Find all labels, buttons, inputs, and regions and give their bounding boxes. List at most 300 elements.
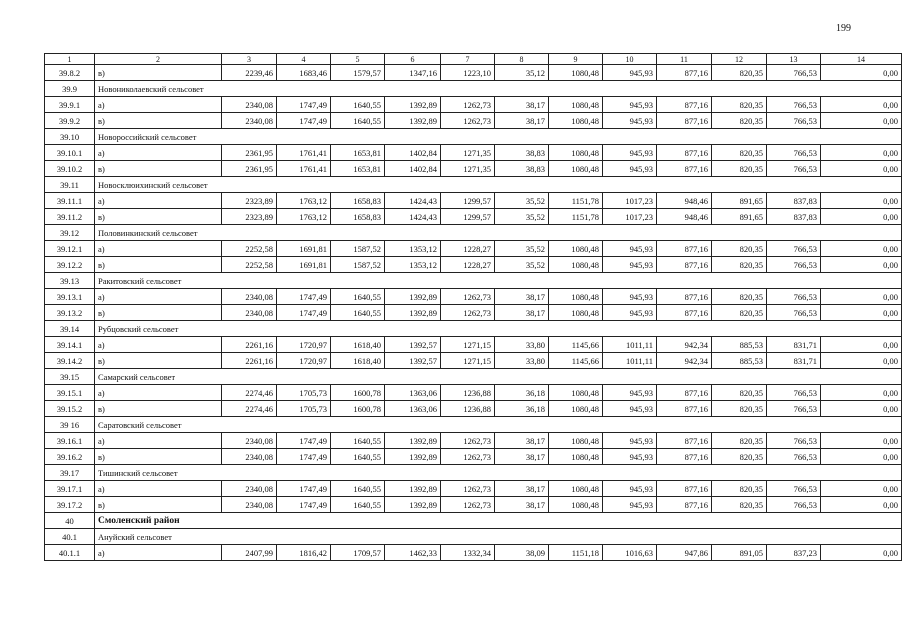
value-cell: 1228,27: [441, 257, 495, 273]
row-label: а): [95, 289, 222, 305]
value-cell: 766,53: [767, 289, 821, 305]
value-cell: 38,09: [495, 545, 549, 561]
value-cell: 1151,78: [549, 193, 603, 209]
value-cell: 1080,48: [549, 433, 603, 449]
value-cell: 1080,48: [549, 289, 603, 305]
value-cell: 1080,48: [549, 161, 603, 177]
value-cell: 877,16: [657, 97, 712, 113]
value-cell: 2340,08: [222, 497, 277, 513]
column-header-9: 9: [549, 54, 603, 65]
value-cell: 1618,40: [331, 337, 385, 353]
value-cell: 948,46: [657, 209, 712, 225]
value-cell: 2252,58: [222, 257, 277, 273]
value-cell: 33,80: [495, 337, 549, 353]
column-header-14: 14: [821, 54, 902, 65]
value-cell: 1640,55: [331, 305, 385, 321]
value-cell: 35,52: [495, 257, 549, 273]
column-header-4: 4: [277, 54, 331, 65]
value-cell: 945,93: [603, 449, 657, 465]
value-cell: 2340,08: [222, 481, 277, 497]
value-cell: 1392,89: [385, 497, 441, 513]
value-cell: 877,16: [657, 401, 712, 417]
value-cell: 1691,81: [277, 241, 331, 257]
row-code: 39.16.1: [45, 433, 95, 449]
value-cell: 1262,73: [441, 113, 495, 129]
value-cell: 0,00: [821, 289, 902, 305]
value-cell: 1016,63: [603, 545, 657, 561]
table-row: [45, 481, 902, 497]
value-cell: 2361,95: [222, 145, 277, 161]
value-cell: 1353,12: [385, 241, 441, 257]
value-cell: 947,86: [657, 545, 712, 561]
value-cell: 1618,40: [331, 353, 385, 369]
value-cell: 1392,89: [385, 97, 441, 113]
value-cell: 831,71: [767, 353, 821, 369]
value-cell: 36,18: [495, 385, 549, 401]
row-label: в): [95, 449, 222, 465]
value-cell: 1080,48: [549, 497, 603, 513]
value-cell: 831,71: [767, 337, 821, 353]
column-header-3: 3: [222, 54, 277, 65]
value-cell: 1262,73: [441, 97, 495, 113]
value-cell: 837,83: [767, 193, 821, 209]
row-code: 39.13.1: [45, 289, 95, 305]
row-code: 39.9.1: [45, 97, 95, 113]
row-code: 39.11.2: [45, 209, 95, 225]
page-number: 199: [836, 23, 851, 34]
value-cell: 1299,57: [441, 209, 495, 225]
table-row: [45, 401, 902, 417]
table-row: [45, 289, 902, 305]
value-cell: 38,17: [495, 449, 549, 465]
value-cell: 837,23: [767, 545, 821, 561]
row-code: 39.14.2: [45, 353, 95, 369]
value-cell: 1080,48: [549, 481, 603, 497]
value-cell: 0,00: [821, 481, 902, 497]
value-cell: 945,93: [603, 497, 657, 513]
value-cell: 877,16: [657, 449, 712, 465]
value-cell: 2261,16: [222, 337, 277, 353]
row-code: 39.15.2: [45, 401, 95, 417]
value-cell: 38,17: [495, 481, 549, 497]
value-cell: 1653,81: [331, 161, 385, 177]
value-cell: 820,35: [712, 65, 767, 81]
table-row: [45, 65, 902, 81]
section-title: Ракитовский сельсовет: [95, 273, 902, 289]
value-cell: 877,16: [657, 289, 712, 305]
value-cell: 820,35: [712, 481, 767, 497]
value-cell: 35,12: [495, 65, 549, 81]
value-cell: 766,53: [767, 481, 821, 497]
value-cell: 1600,78: [331, 385, 385, 401]
value-cell: 885,53: [712, 353, 767, 369]
value-cell: 2340,08: [222, 97, 277, 113]
row-label: в): [95, 161, 222, 177]
value-cell: 0,00: [821, 305, 902, 321]
value-cell: 1080,48: [549, 97, 603, 113]
value-cell: 1747,49: [277, 497, 331, 513]
value-cell: 1640,55: [331, 113, 385, 129]
row-label: а): [95, 545, 222, 561]
value-cell: 1363,06: [385, 385, 441, 401]
row-code: 39.12.2: [45, 257, 95, 273]
value-cell: 820,35: [712, 289, 767, 305]
value-cell: 1080,48: [549, 241, 603, 257]
value-cell: 1424,43: [385, 193, 441, 209]
table-row: [45, 113, 902, 129]
value-cell: 1640,55: [331, 497, 385, 513]
value-cell: 2340,08: [222, 289, 277, 305]
value-cell: 766,53: [767, 161, 821, 177]
value-cell: 35,52: [495, 209, 549, 225]
row-code: 39.10: [45, 129, 95, 145]
row-code: 39.17.2: [45, 497, 95, 513]
value-cell: 1705,73: [277, 401, 331, 417]
value-cell: 1640,55: [331, 97, 385, 113]
row-code: 39 16: [45, 417, 95, 433]
value-cell: 1747,49: [277, 433, 331, 449]
value-cell: 1761,41: [277, 145, 331, 161]
section-title: Новосклюихинский сельсовет: [95, 177, 902, 193]
value-cell: 0,00: [821, 433, 902, 449]
value-cell: 877,16: [657, 145, 712, 161]
value-cell: 766,53: [767, 113, 821, 129]
column-header-2: 2: [95, 54, 222, 65]
value-cell: 1720,97: [277, 337, 331, 353]
value-cell: 891,65: [712, 209, 767, 225]
table-row: [45, 257, 902, 273]
value-cell: 877,16: [657, 241, 712, 257]
value-cell: 1392,89: [385, 433, 441, 449]
value-cell: 35,52: [495, 193, 549, 209]
value-cell: 1816,42: [277, 545, 331, 561]
district-title: Смоленский район: [95, 513, 902, 529]
row-code: 39.14: [45, 321, 95, 337]
value-cell: 766,53: [767, 97, 821, 113]
value-cell: 2340,08: [222, 305, 277, 321]
value-cell: 877,16: [657, 65, 712, 81]
value-cell: 820,35: [712, 449, 767, 465]
row-code: 39.13.2: [45, 305, 95, 321]
value-cell: 35,52: [495, 241, 549, 257]
value-cell: 1747,49: [277, 449, 331, 465]
value-cell: 891,05: [712, 545, 767, 561]
value-cell: 1080,48: [549, 305, 603, 321]
value-cell: 0,00: [821, 241, 902, 257]
table-row: [45, 209, 902, 225]
value-cell: 1587,52: [331, 241, 385, 257]
value-cell: 877,16: [657, 113, 712, 129]
row-code: 40: [45, 513, 95, 529]
row-code: 40.1: [45, 529, 95, 545]
section-title: Самарский сельсовет: [95, 369, 902, 385]
section-title: Новониколаевский сельсовет: [95, 81, 902, 97]
value-cell: 1747,49: [277, 289, 331, 305]
row-label: а): [95, 337, 222, 353]
table-row: [45, 193, 902, 209]
value-cell: 820,35: [712, 145, 767, 161]
value-cell: 1271,35: [441, 145, 495, 161]
row-code: 39.17: [45, 465, 95, 481]
value-cell: 1402,84: [385, 161, 441, 177]
row-code: 39.12.1: [45, 241, 95, 257]
value-cell: 0,00: [821, 97, 902, 113]
row-label: в): [95, 209, 222, 225]
value-cell: 877,16: [657, 305, 712, 321]
value-cell: 1363,06: [385, 401, 441, 417]
value-cell: 1579,57: [331, 65, 385, 81]
row-label: а): [95, 481, 222, 497]
value-cell: 891,65: [712, 193, 767, 209]
value-cell: 0,00: [821, 545, 902, 561]
value-cell: 1262,73: [441, 481, 495, 497]
value-cell: 0,00: [821, 257, 902, 273]
value-cell: 1683,46: [277, 65, 331, 81]
value-cell: 766,53: [767, 65, 821, 81]
section-title: Саратовский сельсовет: [95, 417, 902, 433]
section-row: [45, 81, 902, 97]
row-code: 40.1.1: [45, 545, 95, 561]
value-cell: 820,35: [712, 497, 767, 513]
value-cell: 1017,23: [603, 193, 657, 209]
value-cell: 1347,16: [385, 65, 441, 81]
row-code: 39.11.1: [45, 193, 95, 209]
row-label: а): [95, 145, 222, 161]
section-row: [45, 465, 902, 481]
value-cell: 1587,52: [331, 257, 385, 273]
row-code: 39.15: [45, 369, 95, 385]
row-code: 39.15.1: [45, 385, 95, 401]
value-cell: 1262,73: [441, 449, 495, 465]
row-code: 39.17.1: [45, 481, 95, 497]
value-cell: 38,17: [495, 289, 549, 305]
value-cell: 2407,99: [222, 545, 277, 561]
tariff-table: [44, 53, 902, 561]
value-cell: 1720,97: [277, 353, 331, 369]
value-cell: 1080,48: [549, 65, 603, 81]
column-header-8: 8: [495, 54, 549, 65]
value-cell: 2340,08: [222, 113, 277, 129]
value-cell: 877,16: [657, 161, 712, 177]
value-cell: 877,16: [657, 257, 712, 273]
value-cell: 1011,11: [603, 337, 657, 353]
value-cell: 0,00: [821, 353, 902, 369]
value-cell: 1353,12: [385, 257, 441, 273]
row-code: 39.12: [45, 225, 95, 241]
value-cell: 1402,84: [385, 145, 441, 161]
column-header-5: 5: [331, 54, 385, 65]
value-cell: 1640,55: [331, 449, 385, 465]
value-cell: 2252,58: [222, 241, 277, 257]
row-label: а): [95, 193, 222, 209]
value-cell: 1080,48: [549, 449, 603, 465]
row-label: в): [95, 65, 222, 81]
value-cell: 820,35: [712, 433, 767, 449]
section-title: Новороссийский сельсовет: [95, 129, 902, 145]
value-cell: 0,00: [821, 161, 902, 177]
value-cell: 1747,49: [277, 481, 331, 497]
value-cell: 0,00: [821, 401, 902, 417]
row-label: в): [95, 257, 222, 273]
column-header-1: 1: [45, 54, 95, 65]
row-code: 39.9.2: [45, 113, 95, 129]
value-cell: 2274,46: [222, 401, 277, 417]
section-row: [45, 321, 902, 337]
value-cell: 1640,55: [331, 433, 385, 449]
value-cell: 0,00: [821, 145, 902, 161]
value-cell: 885,53: [712, 337, 767, 353]
value-cell: 1080,48: [549, 257, 603, 273]
value-cell: 1392,57: [385, 337, 441, 353]
value-cell: 948,46: [657, 193, 712, 209]
column-header-12: 12: [712, 54, 767, 65]
value-cell: 942,34: [657, 337, 712, 353]
section-row: [45, 273, 902, 289]
row-label: а): [95, 385, 222, 401]
row-label: в): [95, 113, 222, 129]
table-row: [45, 305, 902, 321]
value-cell: 0,00: [821, 65, 902, 81]
value-cell: 877,16: [657, 433, 712, 449]
value-cell: 1080,48: [549, 113, 603, 129]
value-cell: 2261,16: [222, 353, 277, 369]
value-cell: 0,00: [821, 113, 902, 129]
value-cell: 1691,81: [277, 257, 331, 273]
value-cell: 2361,95: [222, 161, 277, 177]
section-title: Половинкинский сельсовет: [95, 225, 902, 241]
value-cell: 1228,27: [441, 241, 495, 257]
value-cell: 1763,12: [277, 209, 331, 225]
value-cell: 877,16: [657, 497, 712, 513]
value-cell: 820,35: [712, 161, 767, 177]
section-row: [45, 529, 902, 545]
value-cell: 1262,73: [441, 497, 495, 513]
value-cell: 820,35: [712, 401, 767, 417]
section-title: Рубцовский сельсовет: [95, 321, 902, 337]
row-label: в): [95, 401, 222, 417]
section-row: [45, 177, 902, 193]
table-row: [45, 385, 902, 401]
value-cell: 1262,73: [441, 289, 495, 305]
row-code: 39.13: [45, 273, 95, 289]
value-cell: 38,17: [495, 113, 549, 129]
section-row: [45, 417, 902, 433]
section-title: Ануйский сельсовет: [95, 529, 902, 545]
row-label: а): [95, 241, 222, 257]
value-cell: 0,00: [821, 385, 902, 401]
value-cell: 1658,83: [331, 193, 385, 209]
value-cell: 1761,41: [277, 161, 331, 177]
table-row: [45, 449, 902, 465]
value-cell: 1145,66: [549, 337, 603, 353]
row-code: 39.11: [45, 177, 95, 193]
value-cell: 0,00: [821, 193, 902, 209]
value-cell: 820,35: [712, 97, 767, 113]
value-cell: 837,83: [767, 209, 821, 225]
value-cell: 945,93: [603, 401, 657, 417]
value-cell: 1151,18: [549, 545, 603, 561]
table-row: [45, 161, 902, 177]
column-header-11: 11: [657, 54, 712, 65]
column-header-7: 7: [441, 54, 495, 65]
row-label: а): [95, 433, 222, 449]
district-row: [45, 513, 902, 529]
value-cell: 1271,35: [441, 161, 495, 177]
table-row: [45, 145, 902, 161]
section-row: [45, 129, 902, 145]
value-cell: 2239,46: [222, 65, 277, 81]
value-cell: 0,00: [821, 209, 902, 225]
value-cell: 38,17: [495, 97, 549, 113]
value-cell: 1658,83: [331, 209, 385, 225]
value-cell: 1236,88: [441, 385, 495, 401]
value-cell: 1392,89: [385, 305, 441, 321]
value-cell: 945,93: [603, 97, 657, 113]
column-header-13: 13: [767, 54, 821, 65]
value-cell: 1145,66: [549, 353, 603, 369]
value-cell: 945,93: [603, 305, 657, 321]
section-row: [45, 225, 902, 241]
value-cell: 1424,43: [385, 209, 441, 225]
value-cell: 38,17: [495, 305, 549, 321]
value-cell: 820,35: [712, 113, 767, 129]
value-cell: 1017,23: [603, 209, 657, 225]
row-code: 39.9: [45, 81, 95, 97]
value-cell: 945,93: [603, 289, 657, 305]
value-cell: 2323,89: [222, 193, 277, 209]
value-cell: 38,83: [495, 161, 549, 177]
value-cell: 38,17: [495, 433, 549, 449]
value-cell: 1392,89: [385, 113, 441, 129]
value-cell: 38,17: [495, 497, 549, 513]
value-cell: 766,53: [767, 145, 821, 161]
value-cell: 945,93: [603, 145, 657, 161]
value-cell: 1080,48: [549, 401, 603, 417]
value-cell: 1262,73: [441, 305, 495, 321]
value-cell: 766,53: [767, 257, 821, 273]
value-cell: 766,53: [767, 305, 821, 321]
value-cell: 38,83: [495, 145, 549, 161]
value-cell: 945,93: [603, 257, 657, 273]
value-cell: 945,93: [603, 161, 657, 177]
value-cell: 1600,78: [331, 401, 385, 417]
value-cell: 1640,55: [331, 481, 385, 497]
row-code: 39.8.2: [45, 65, 95, 81]
row-code: 39.14.1: [45, 337, 95, 353]
value-cell: 2323,89: [222, 209, 277, 225]
row-code: 39.10.1: [45, 145, 95, 161]
value-cell: 1332,34: [441, 545, 495, 561]
value-cell: 1705,73: [277, 385, 331, 401]
row-label: а): [95, 97, 222, 113]
value-cell: 1747,49: [277, 113, 331, 129]
table-row: [45, 433, 902, 449]
value-cell: 945,93: [603, 433, 657, 449]
table-body: [45, 65, 902, 561]
value-cell: 1640,55: [331, 289, 385, 305]
value-cell: 1392,89: [385, 449, 441, 465]
value-cell: 1763,12: [277, 193, 331, 209]
value-cell: 945,93: [603, 65, 657, 81]
value-cell: 0,00: [821, 337, 902, 353]
value-cell: 942,34: [657, 353, 712, 369]
value-cell: 820,35: [712, 241, 767, 257]
value-cell: 766,53: [767, 401, 821, 417]
value-cell: 820,35: [712, 305, 767, 321]
value-cell: 1080,48: [549, 145, 603, 161]
value-cell: 0,00: [821, 449, 902, 465]
table-row: [45, 97, 902, 113]
